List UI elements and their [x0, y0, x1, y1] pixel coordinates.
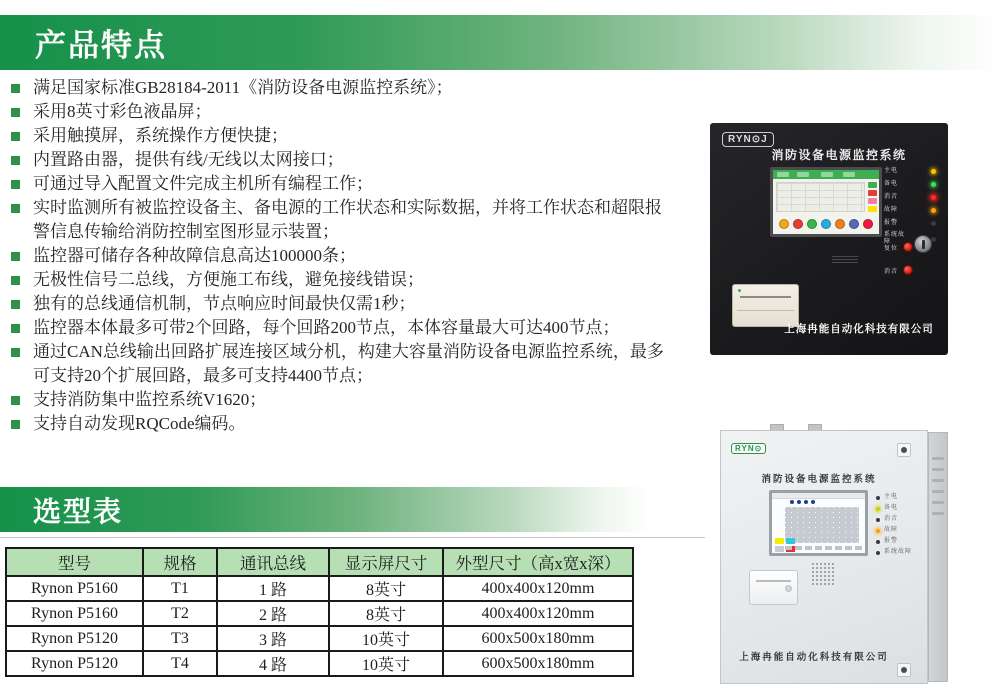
feature-item	[10, 292, 678, 316]
led-label: 报警	[884, 538, 899, 544]
screen-tab	[843, 172, 855, 177]
led-row	[876, 516, 922, 523]
printer-paper-slot	[740, 296, 791, 298]
bullet-square-icon	[11, 420, 20, 429]
backup-power-led-icon	[931, 182, 936, 187]
backup-power-led-icon	[876, 507, 880, 511]
mute-button-label: 消音	[884, 268, 899, 275]
table-row	[6, 601, 633, 626]
led-row	[876, 505, 922, 512]
alarm-led-icon	[876, 540, 880, 544]
led-label: 系统故障	[884, 549, 913, 555]
legend-cyan-square	[786, 538, 795, 544]
feature-item	[10, 340, 678, 388]
vent-slot-icon	[932, 512, 944, 515]
led-row	[876, 494, 922, 501]
feature-text: 满足国家标准GB28184-2011《消防设备电源监控系统》；	[33, 78, 453, 97]
feature-text: 支持消防集中监控系统V1620；	[33, 390, 267, 409]
bullet-square-icon	[11, 396, 20, 405]
feature-item	[10, 172, 678, 196]
screen-button-dock	[775, 216, 877, 232]
cell-dimensions: 600x500x180mm	[443, 626, 633, 651]
bullet-square-icon	[11, 84, 20, 93]
led-label: 备电	[884, 180, 899, 187]
key-lock-icon	[914, 235, 932, 253]
feature-item	[10, 244, 678, 268]
screen-app-icon	[807, 219, 817, 229]
feature-text: 实时监测所有被监控设备主、备电源的工作状态和实际数据，并将工作状态和超限报警信息传输给消防控制室图形显示装置；	[33, 198, 662, 241]
buzzer-vent-icon	[832, 256, 858, 263]
cell-display: 8英寸	[329, 601, 443, 626]
mute-led-icon	[876, 518, 880, 522]
fault-led-icon	[876, 529, 880, 533]
company-name: 上海冉能自动化科技有限公司	[739, 652, 889, 663]
screen-nav-dot	[790, 500, 794, 504]
touchscreen-display	[769, 490, 868, 556]
cell-model: Rynon P5160	[6, 601, 143, 626]
column-header-display: 显示屏尺寸	[329, 548, 443, 576]
led-row	[876, 538, 922, 545]
selection-section-banner	[0, 487, 652, 532]
feature-text: 无极性信号二总线，方便施工布线，避免接线错误；	[33, 270, 424, 289]
led-label: 消音	[884, 193, 899, 200]
led-label: 系统故障	[884, 232, 906, 245]
features-section-title: 产品特点	[35, 28, 167, 63]
screen-nav-dot	[804, 500, 808, 504]
printer-led-icon	[738, 289, 741, 292]
feature-text: 支持自动发现RQCode编码。	[33, 414, 246, 433]
led-row	[884, 167, 936, 175]
product-photo-black-monitor	[710, 123, 948, 355]
features-section-banner	[0, 15, 1000, 70]
mute-button	[903, 265, 913, 275]
cell-dimensions: 600x500x180mm	[443, 651, 633, 676]
screen-app-icon	[849, 219, 859, 229]
mute-button-row	[884, 265, 913, 275]
feature-text: 可通过导入配置文件完成主机所有编程工作；	[33, 174, 373, 193]
feature-item	[10, 196, 678, 244]
reset-button-label: 复位	[884, 245, 899, 252]
column-header-model: 型号	[6, 548, 143, 576]
mute-led-icon	[931, 195, 936, 200]
system-fault-led-icon	[931, 237, 936, 242]
screen-status-chip	[868, 206, 877, 212]
section-divider-line	[0, 537, 705, 538]
screen-app-icon	[821, 219, 831, 229]
screen-status-chip	[868, 190, 877, 196]
cell-bus: 1 路	[217, 576, 329, 601]
bullet-square-icon	[11, 252, 20, 261]
cell-dimensions: 400x400x120mm	[443, 601, 633, 626]
alarm-led-icon	[931, 221, 936, 226]
main-power-led-icon	[931, 169, 936, 174]
screen-tab	[821, 172, 833, 177]
screen-tab	[777, 172, 789, 177]
cell-display: 8英寸	[329, 576, 443, 601]
cell-bus: 3 路	[217, 626, 329, 651]
cell-display: 10英寸	[329, 626, 443, 651]
led-row	[884, 206, 936, 214]
vent-slot-icon	[932, 457, 944, 460]
led-label: 主电	[884, 494, 899, 500]
feature-item	[10, 76, 678, 100]
model-selection-table	[5, 547, 634, 677]
bullet-square-icon	[11, 276, 20, 285]
brand-logo: RYN⊙	[731, 443, 766, 454]
feature-text: 监控器本体最多可带2个回路，每个回路200节点，本体容量最大可达400节点；	[33, 318, 620, 337]
screen-app-icon	[779, 219, 789, 229]
feature-item	[10, 100, 678, 124]
reset-button	[903, 242, 913, 252]
printer-button	[785, 585, 792, 592]
cell-model: Rynon P5160	[6, 576, 143, 601]
company-name: 上海冉能自动化科技有限公司	[784, 323, 934, 335]
feature-list	[10, 76, 678, 436]
bullet-square-icon	[11, 108, 20, 117]
door-lock-icon	[897, 663, 911, 677]
table-row	[6, 651, 633, 676]
vent-slot-icon	[932, 468, 944, 471]
feature-item	[10, 316, 678, 340]
led-label: 备电	[884, 505, 899, 511]
screen-app-icon	[793, 219, 803, 229]
cell-model: Rynon P5120	[6, 651, 143, 676]
feature-item	[10, 124, 678, 148]
cell-spec: T3	[143, 626, 217, 651]
cabinet-front-panel	[720, 430, 928, 684]
led-label: 主电	[884, 167, 899, 174]
table-row	[6, 576, 633, 601]
feature-text: 采用8英寸彩色液晶屏；	[33, 102, 212, 121]
cell-spec: T4	[143, 651, 217, 676]
feature-item	[10, 268, 678, 292]
led-label: 报警	[884, 219, 899, 226]
bullet-square-icon	[11, 300, 20, 309]
indicator-led-panel	[876, 494, 922, 560]
screen-tab	[797, 172, 809, 177]
system-fault-led-icon	[876, 551, 880, 555]
node-status-grid	[785, 507, 859, 543]
cabinet-side-panel	[928, 432, 948, 682]
main-power-led-icon	[876, 496, 880, 500]
screen-status-chip	[868, 198, 877, 204]
column-header-bus: 通讯总线	[217, 548, 329, 576]
led-label: 故障	[884, 206, 899, 213]
product-photo-white-cabinet	[718, 424, 950, 686]
feature-item	[10, 412, 678, 436]
feature-text: 监控器可储存各种故障信息高达100000条；	[33, 246, 356, 265]
screen-header-bar	[772, 493, 865, 499]
bullet-square-icon	[11, 132, 20, 141]
led-label: 故障	[884, 527, 899, 533]
column-header-spec: 规格	[143, 548, 217, 576]
feature-text: 内置路由器，提供有线/无线以太网接口；	[33, 150, 344, 169]
thermal-printer	[749, 570, 798, 605]
led-row	[884, 180, 936, 188]
screen-status-chip	[868, 182, 877, 188]
vent-slot-icon	[932, 490, 944, 493]
printer-paper-slot	[756, 580, 791, 582]
selection-section-title: 选型表	[33, 495, 124, 527]
brand-logo: RYN⊙J	[722, 132, 774, 147]
column-header-dimensions: 外型尺寸（高x宽x深）	[443, 548, 633, 576]
legend-yellow-square	[775, 538, 784, 544]
cell-bus: 2 路	[217, 601, 329, 626]
cell-spec: T1	[143, 576, 217, 601]
feature-text: 通过CAN总线输出回路扩展连接区域分机，构建大容量消防设备电源监控系统，最多可支持20个扩展回路，最多可支持4400节点；	[33, 342, 664, 385]
led-label: 消音	[884, 516, 899, 522]
cell-display: 10英寸	[329, 651, 443, 676]
screen-app-icon	[863, 219, 873, 229]
screen-button-row	[785, 546, 865, 550]
bullet-square-icon	[11, 156, 20, 165]
bullet-square-icon	[11, 180, 20, 189]
bullet-square-icon	[11, 348, 20, 357]
feature-item	[10, 388, 678, 412]
speaker-grille-icon	[811, 562, 835, 587]
table-header-row	[6, 548, 633, 576]
led-row	[884, 193, 936, 201]
vent-slot-icon	[932, 479, 944, 482]
door-lock-icon	[897, 443, 911, 457]
cell-bus: 4 路	[217, 651, 329, 676]
touchscreen-display	[770, 167, 882, 237]
feature-item	[10, 148, 678, 172]
feature-text: 独有的总线通信机制，节点响应时间最快仅需1秒；	[33, 294, 416, 313]
bullet-square-icon	[11, 324, 20, 333]
cell-spec: T2	[143, 601, 217, 626]
device-title: 消防设备电源监控系统	[771, 148, 907, 162]
screen-data-grid	[776, 182, 865, 212]
cell-dimensions: 400x400x120mm	[443, 576, 633, 601]
table-row	[6, 626, 633, 651]
screen-nav-dot	[797, 500, 801, 504]
printer-flap	[737, 310, 794, 321]
vent-slot-icon	[932, 501, 944, 504]
screen-nav-dot	[811, 500, 815, 504]
led-row	[884, 219, 936, 227]
fault-led-icon	[931, 208, 936, 213]
feature-text: 采用触摸屏，系统操作方便快捷；	[33, 126, 288, 145]
led-row	[876, 549, 922, 556]
device-title: 消防设备电源监控系统	[761, 474, 877, 485]
led-row	[876, 527, 922, 534]
legend-gray-square	[775, 546, 784, 552]
cell-model: Rynon P5120	[6, 626, 143, 651]
reset-button-row	[884, 242, 913, 252]
screen-app-icon	[835, 219, 845, 229]
bullet-square-icon	[11, 204, 20, 213]
